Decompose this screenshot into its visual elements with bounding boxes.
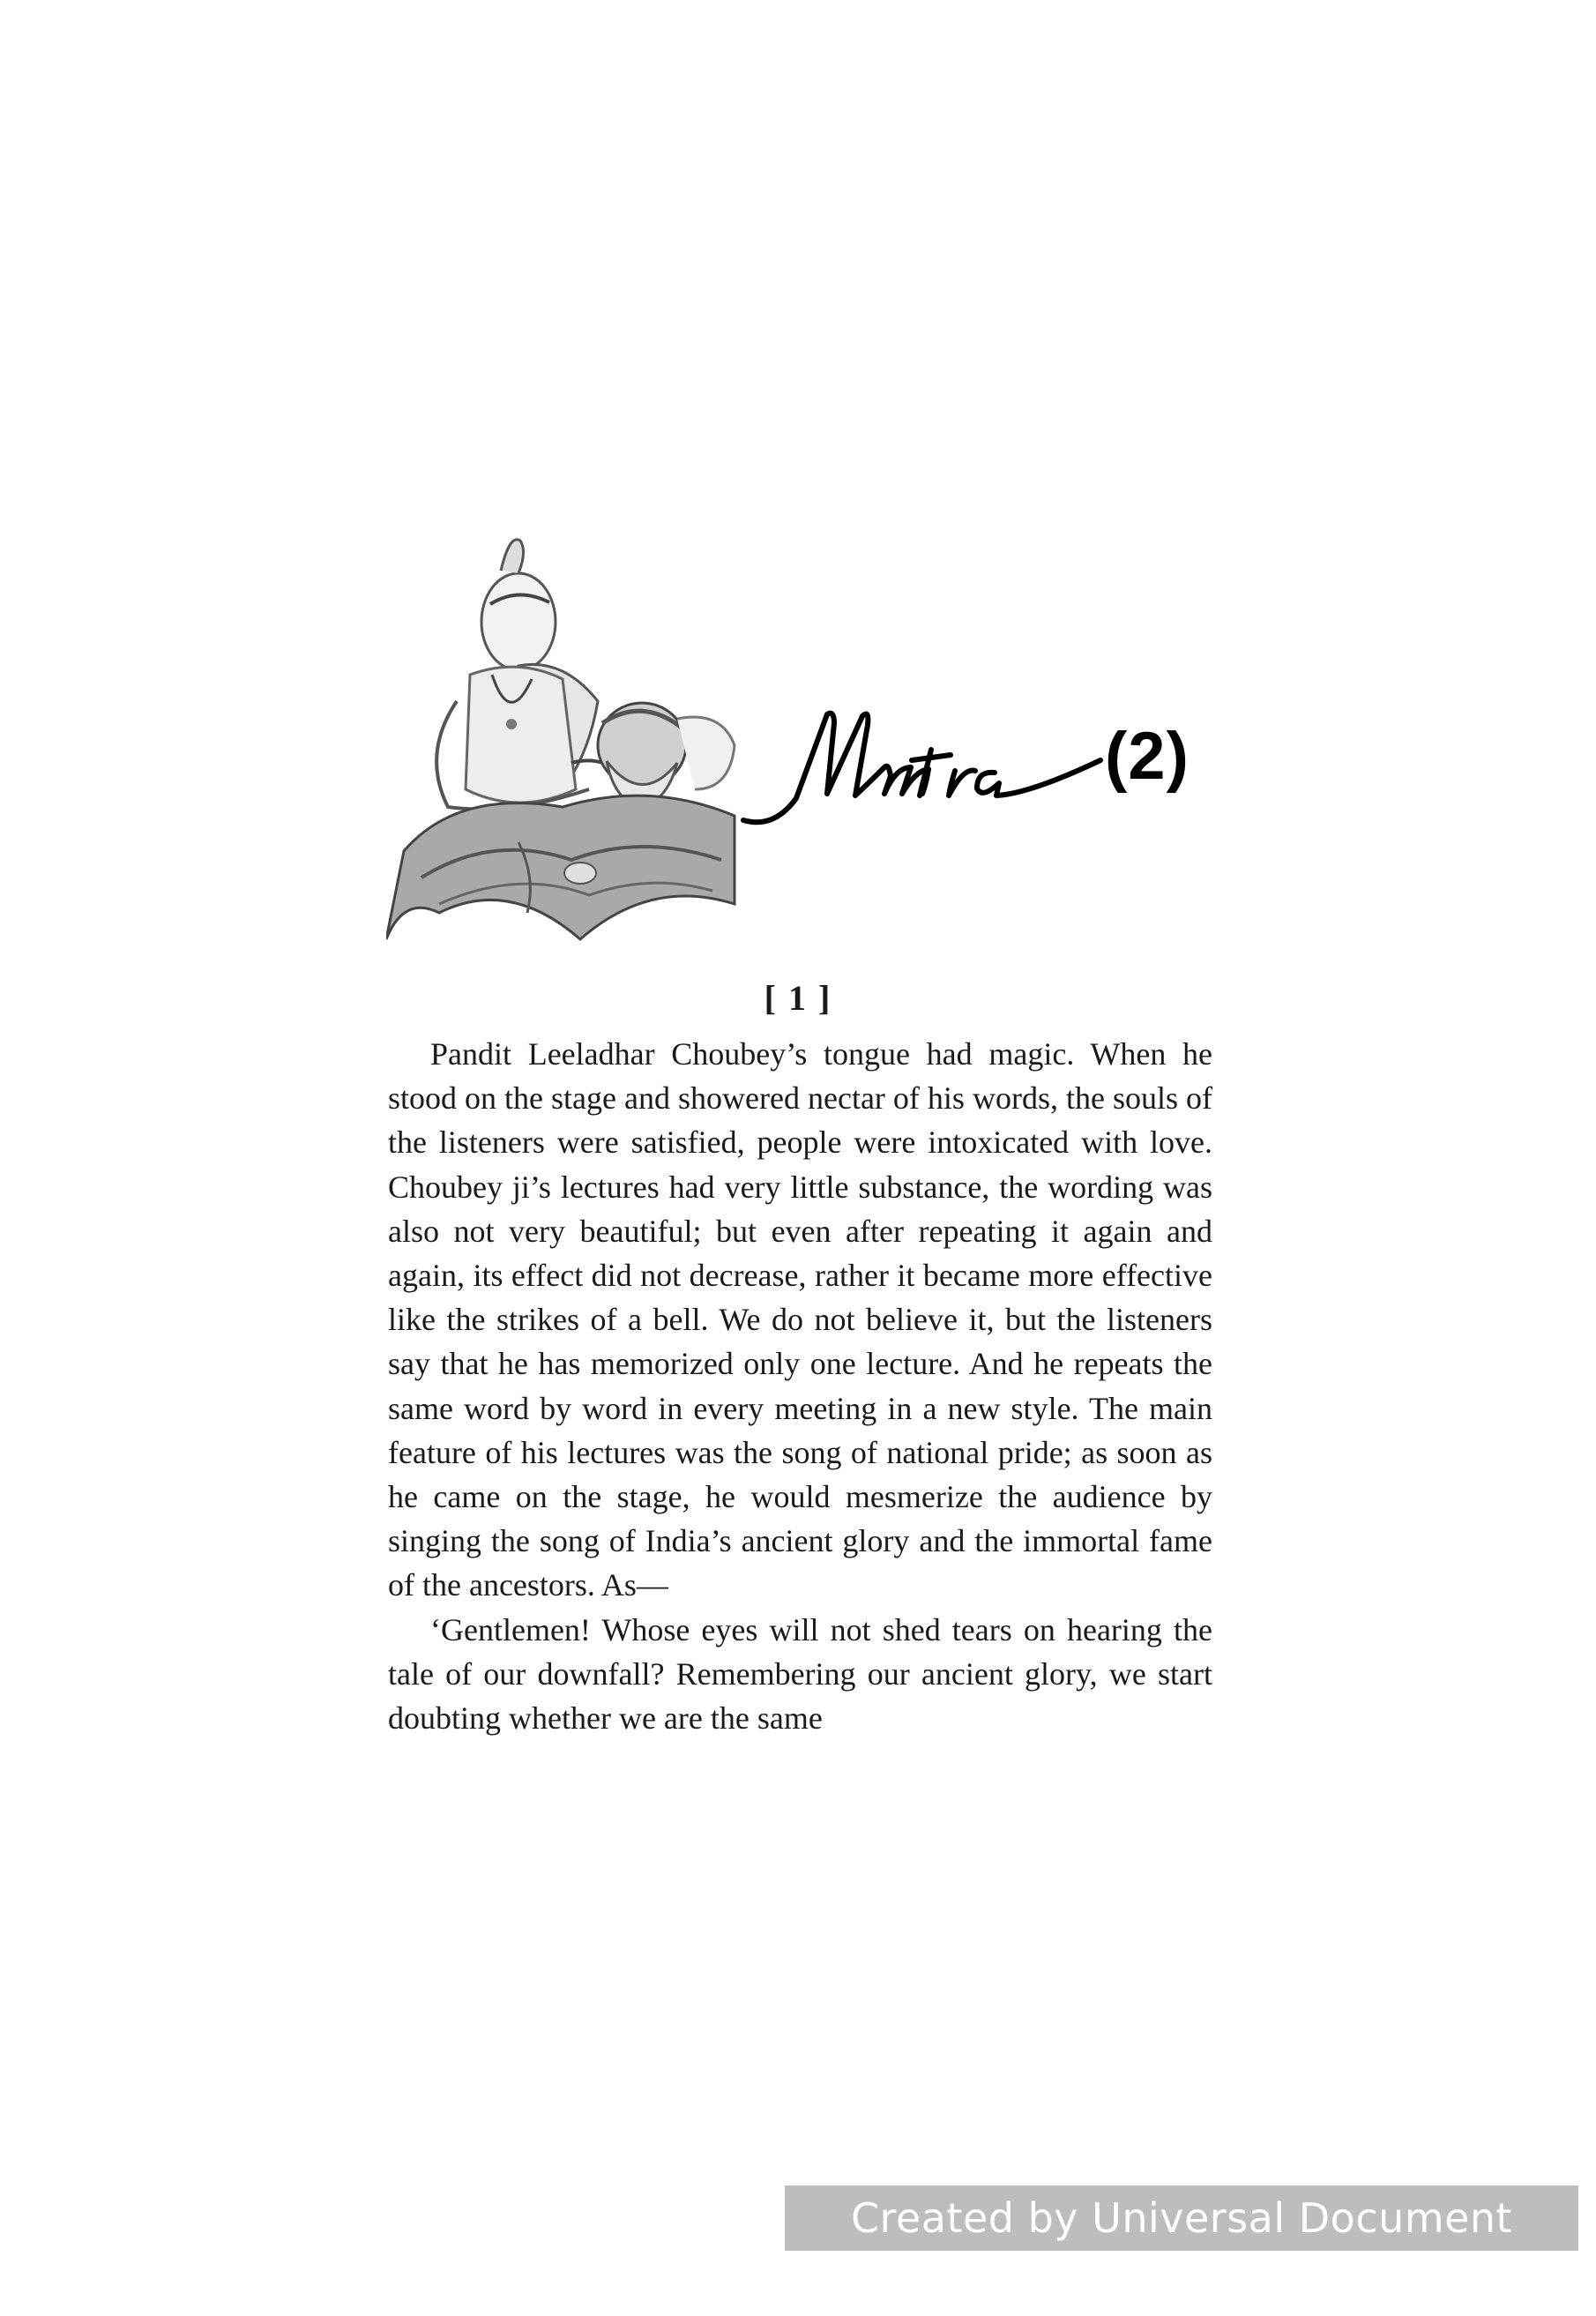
- body-text: [388, 1032, 1212, 1740]
- paragraph: ‘Gentlemen! Whose eyes will not shed tears on hearing the tale of our downfall? Remembering our ancient glory, we start doubting whether we are the same: [388, 1611, 1212, 1737]
- watermark-banner: Created by Universal Document Converter: [785, 2185, 1578, 2251]
- title-script-lettering: [739, 697, 1109, 829]
- chapter-illustration: [386, 525, 739, 948]
- section-marker: [ 1 ]: [764, 978, 832, 1018]
- chapter-title: [739, 697, 1233, 855]
- paragraph: Pandit Leeladhar Choubey’s tongue had magic. When he stood on the stage and showered nectar of his words, the souls of the listeners were satisfied, people were intoxicated with love. Choubey ji’s lectures had very little substance, the wording was also not very beautiful; but even after repeating it again and again, its effect did not decrease, rather it became more effective like the strikes of a bell. We do not believe it, but the listeners say that he has memorized only one lecture. And he repeats the same word by word in every meeting in a new style. The main feature of his lectures was the song of national pride; as soon as he came on the stage, he would mesmerize the audience by singing the song of India’s ancient glory and the immortal fame of the ancestors. As—: [388, 1036, 1212, 1603]
- title-number: (2): [1105, 719, 1190, 794]
- man-with-elder-illustration: [386, 525, 739, 948]
